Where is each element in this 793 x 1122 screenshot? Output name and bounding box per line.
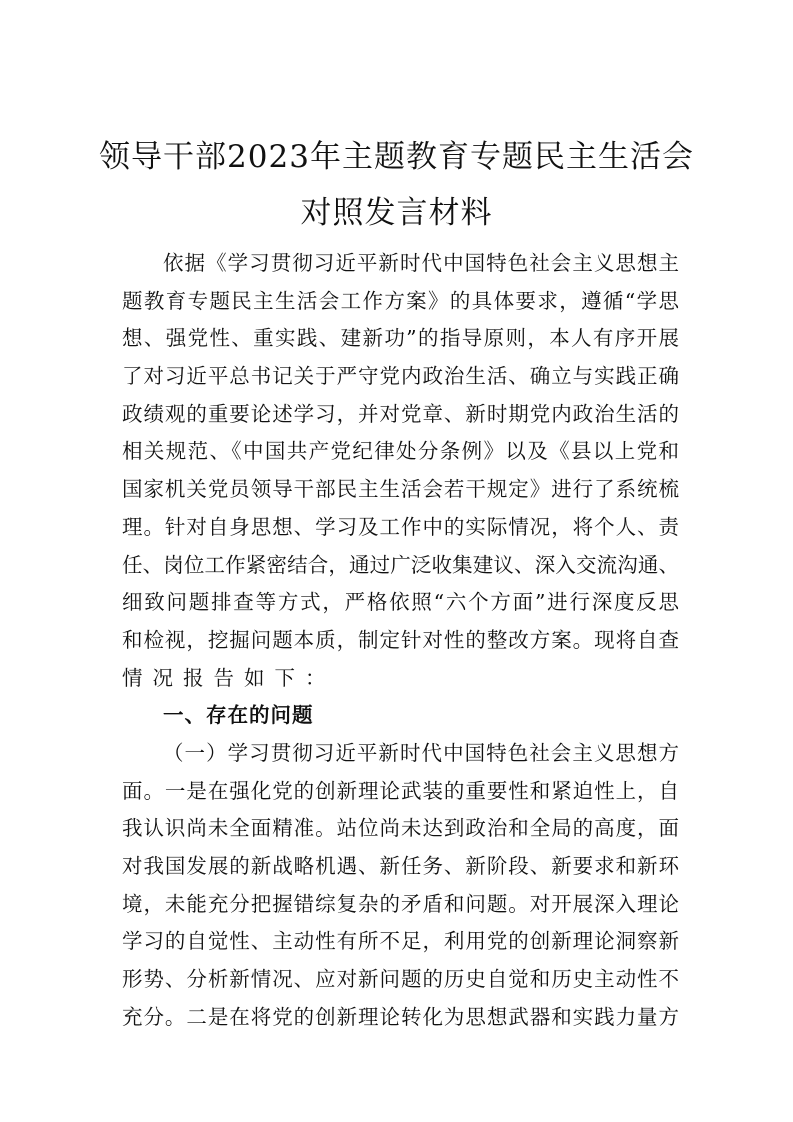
text-line: 依据《学习贯彻习近平新时代中国特色社会主义思想主 — [163, 251, 679, 275]
text-line: 相关规范、《中国共产党纪律处分条例》以及《县以上党和 — [122, 439, 679, 464]
document-title-line-2: 对照发言材料 — [300, 195, 493, 231]
text-line: 了对习近平总书记关于严守党内政治生活、确立与实践正确 — [122, 364, 679, 389]
text-line: 情况报告如下： — [122, 665, 336, 690]
text-line: 政绩观的重要论述学习，并对党章、新时期党内政治生活的 — [122, 401, 679, 426]
section1-paragraph — [122, 735, 679, 1037]
text-line: 国家机关党员领导干部民主生活会若干规定》进行了系统梳 — [122, 477, 679, 502]
intro-paragraph — [122, 245, 679, 697]
text-line: 想、强党性、重实践、建新功”的指导原则，本人有序开展 — [122, 326, 679, 351]
text-line: 我认识尚未全面精准。站位尚未达到政治和全局的高度，面 — [122, 816, 679, 841]
text-line: 理。针对自身思想、学习及工作中的实际情况，将个人、责 — [122, 514, 679, 539]
text-line: 面。一是在强化党的创新理论武装的重要性和紧迫性上，自 — [122, 778, 679, 803]
text-line: 充分。二是在将党的创新理论转化为思想武器和实践力量方 — [122, 1004, 679, 1029]
text-line: 细致问题排查等方式，严格依照“六个方面”进行深度反思 — [122, 590, 679, 615]
document-body — [122, 245, 679, 1036]
text-line: 形势、分析新情况、应对新问题的历史自觉和历史主动性不 — [122, 967, 679, 992]
text-line: （一）学习贯彻习近平新时代中国特色社会主义思想方 — [163, 740, 679, 765]
text-line: 境，未能充分把握错综复杂的矛盾和问题。对开展深入理论 — [122, 891, 679, 916]
text-line: 对我国发展的新战略机遇、新任务、新阶段、新要求和新环 — [122, 854, 679, 878]
section-heading: 一、存在的问题 — [163, 703, 314, 728]
text-line: 学习的自觉性、主动性有所不足，利用党的创新理论洞察新 — [122, 929, 679, 954]
text-line: 题教育专题民主生活会工作方案》的具体要求，遵循“学思 — [122, 288, 679, 313]
document-title-line-1: 领导干部2023年主题教育专题民主生活会 — [99, 139, 694, 175]
text-line: 和检视，挖掘问题本质，制定针对性的整改方案。现将自查 — [122, 627, 679, 652]
text-line: 任、岗位工作紧密结合，通过广泛收集建议、深入交流沟通、 — [122, 552, 679, 577]
